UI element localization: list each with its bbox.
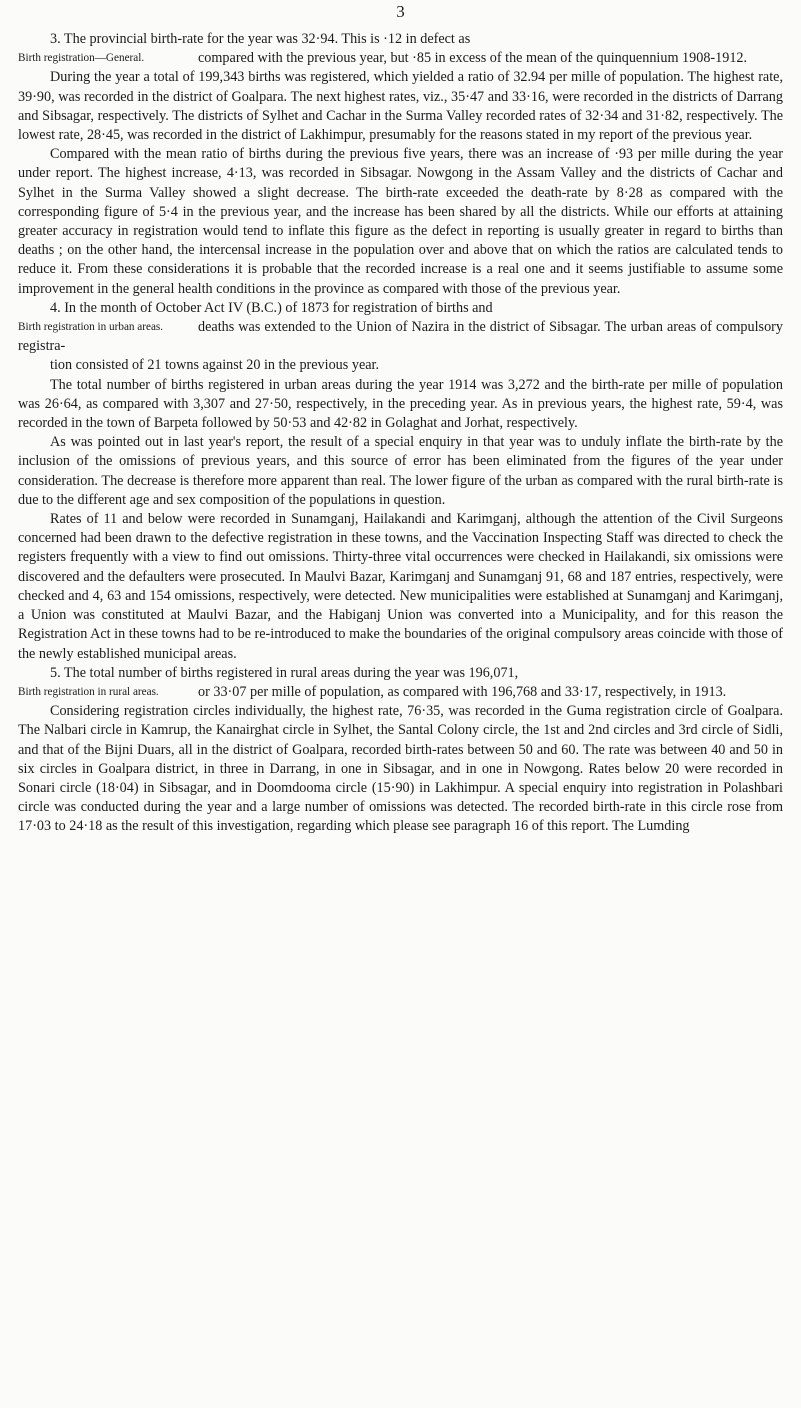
section-3-paragraph: During the year a total of 199,343 births was registered, which yielded a ratio of 32.94 per mille of population. The highest rate, 39·90, was recorded in the district of Goalpara. The next highest rates, viz., 35·47 and 33·16, were recorded in the districts of Darrang and Sibsagar, respectively. The districts of Sylhet and Cachar in the Surma Valley recorded rates of 32·34 and 31·82, respectively. The lowest rate, 28·45, was recorded in the district of Lakhimpur, presumably for the reasons stated in my report of the previous year. [18, 69, 783, 144]
section-5-lead: 5. The total number of births registered in rural areas during the year was 196,071, [50, 664, 519, 681]
sidenote-rural: Birth registration in rural areas. [18, 685, 159, 698]
section-4-paragraph: As was pointed out in last year's report, the result of a special enquiry in that year was to unduly inflate the birth-rate by the inclusion of the omissions of previous years, and this source of error has been eliminated from the figures of the year under consideration. The decrease is therefore more apparent than real. The lower figure of the urban as compared with the rural birth-rate is due to the different age and sex composition of the populations in question. [18, 434, 783, 508]
section-4-heading-block [18, 318, 783, 356]
section-3-wrapped: compared with the previous year, but ·85 in excess of the mean of the quinquennium 1908-1912. [198, 50, 748, 67]
section-3-paragraph: Compared with the mean ratio of births during the previous five years, there was an increase of ·93 per mille during the year under report. The highest increase, 4·13, was recorded in Sibsagar. Nowgong in the Assam Valley and the districts of Cachar and Sylhet in the Surma Valley showed a slight decrease. The birth-rate exceeded the death-rate by 8·28 as compared with the corresponding figure of 5·4 in the previous year, and the increase has been shared by all the districts. While our efforts at attaining greater accuracy in registration would tend to inflate this figure as the defect in reporting is usually greater in regard to births than deaths ; on the other hand, the intercensal increase in the population over and above that on which the ratios are calculated tends to reduce it. From these considerations it is probable that the recorded increase is a real one and it seems justifiable to assume some improvement in the general health conditions in the province as compared with those of the previous year. [18, 146, 783, 297]
page-number: 3 [396, 2, 405, 21]
section-4-lead: 4. In the month of October Act IV (B.C.) of 1873 for registration of births and [50, 299, 493, 316]
section-3-lead: 3. The provincial birth-rate for the year was 32·94. This is ·12 in defect as [50, 31, 471, 47]
section-4-paragraph: The total number of births registered in urban areas during the year 1914 was 3,272 and the birth-rate per mille of population was 26·64, as compared with 3,307 and 27·50, respectively, in the preceding year. As in previous years, the highest rate, 59·4, was recorded in the town of Barpeta followed by 50·53 and 42·82 in Golaghat and Jorhat, respectively. [18, 376, 783, 432]
sidenote-general: Birth registration—General. [18, 52, 145, 65]
section-4-paragraph: Rates of 11 and below were recorded in Sunamganj, Hailakandi and Karimganj, although the attention of the Civil Surgeons concerned had been drawn to the defective registration in these towns, and the Vaccination Inspecting Staff was directed to check the registers frequently with a view to find out omissions. Thirty-three vital occurrences were checked in Hailakandi, six omissions were discovered and the defaulters were prosecuted. In Maulvi Bazar, Karimganj and Sunamganj 91, 68 and 187 entries, respectively, were checked and 4, 63 and 154 omissions, respectively, were detected. New municipalities were established at Sunamganj and Karimganj, a Union was constituted at Maulvi Bazar, and the Habiganj Union was converted into a Municipality, and for this reason the Registration Act in these towns had to be re-introduced to make the boundaries of the original compulsory areas coincide with those of the newly established municipal areas. [18, 511, 783, 662]
section-5-heading-block [18, 683, 783, 702]
section-5-wrapped: or 33·07 per mille of population, as compared with 196,768 and 33·17, respectively, in 1913. [198, 683, 727, 700]
section-3-heading-block [18, 49, 783, 68]
section-4-continuation: tion consisted of 21 towns against 20 in the previous year. [50, 357, 380, 374]
body-text [18, 30, 783, 837]
section-4-wrapped: deaths was extended to the Union of Nazira in the district of Sibsagar. The urban areas of compulsory registra- [18, 319, 783, 355]
section-5-paragraph: Considering registration circles individually, the highest rate, 76·35, was recorded in the Guma registration circle of Goalpara. The Nalbari circle in Kamrup, the Kanairghat circle in Sylhet, the Santal Colony circle, the 1st and 2nd circles and 3rd circle of Sidli, and that of the Bijni Duars, all in the district of Goalpara, recorded birth-rates between 50 and 60. The rate was between 40 and 50 in six circles in Goalpara district, in three in Darrang, in one in Sibsagar, and in one in Nowgong. Rates below 20 were recorded in Sonari circle (18·04) in Sibsagar, and in Doomdooma circle (15·90) in Lakhimpur. A special enquiry into registration in Polashbari circle was conducted during the year and a large number of omissions was detected. The recorded birth-rate in this circle rose from 17·03 to 24·18 as the result of this investigation, regarding which please see paragraph 16 of this report. The Lumding [18, 703, 783, 835]
sidenote-urban: Birth registration in urban areas. [18, 321, 164, 334]
